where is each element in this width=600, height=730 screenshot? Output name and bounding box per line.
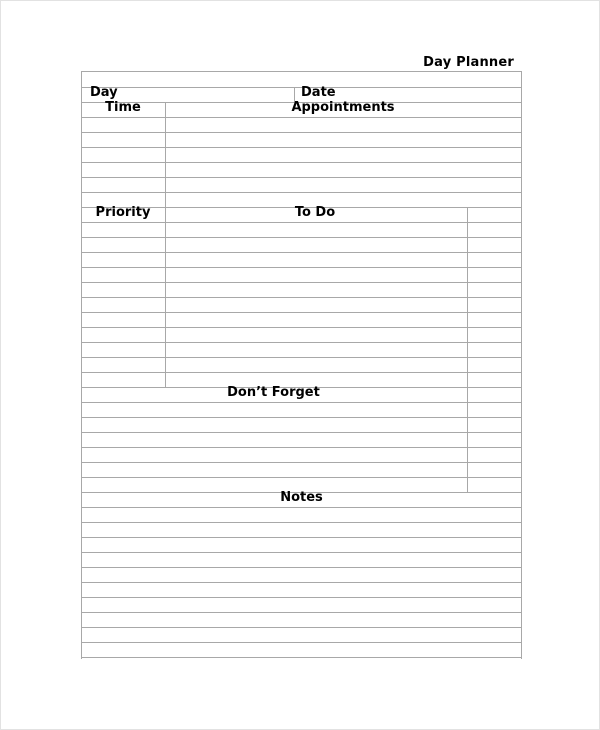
ruled-line [82,297,521,298]
dont-forget-header: Don’t Forget [227,385,320,400]
document-title: Day Planner [423,55,514,70]
ruled-line [82,522,521,523]
ruled-line [82,372,521,373]
ruled-line [82,432,521,433]
ruled-line [82,222,521,223]
ruled-line [82,597,521,598]
priority-header: Priority [95,205,151,220]
ruled-line [82,177,521,178]
ruled-line [82,582,521,583]
ruled-line [82,282,521,283]
ruled-line [82,147,521,148]
ruled-line [82,642,521,643]
ruled-line [82,612,521,613]
ruled-line [82,342,521,343]
planner-form [81,71,522,659]
ruled-line [82,462,521,463]
left-column-divider [165,102,166,387]
ruled-line [82,417,521,418]
ruled-line [82,657,521,658]
ruled-line [82,327,521,328]
date-label: Date [301,85,336,100]
ruled-line [82,447,521,448]
ruled-line [82,552,521,553]
ruled-line [82,132,521,133]
ruled-line [82,357,521,358]
ruled-line [82,252,521,253]
notes-header: Notes [280,490,323,505]
time-header: Time [105,100,141,115]
ruled-line [82,477,521,478]
ruled-line [82,402,521,403]
appointments-header: Appointments [291,100,395,115]
ruled-line [82,537,521,538]
ruled-line [82,267,521,268]
todo-header: To Do [294,205,336,220]
ruled-line [82,627,521,628]
right-column-divider [467,207,468,492]
ruled-line [82,237,521,238]
ruled-line [82,162,521,163]
ruled-line [82,507,521,508]
ruled-line [82,117,521,118]
ruled-line [82,312,521,313]
day-label: Day [90,85,118,100]
ruled-line [82,192,521,193]
ruled-line [82,567,521,568]
